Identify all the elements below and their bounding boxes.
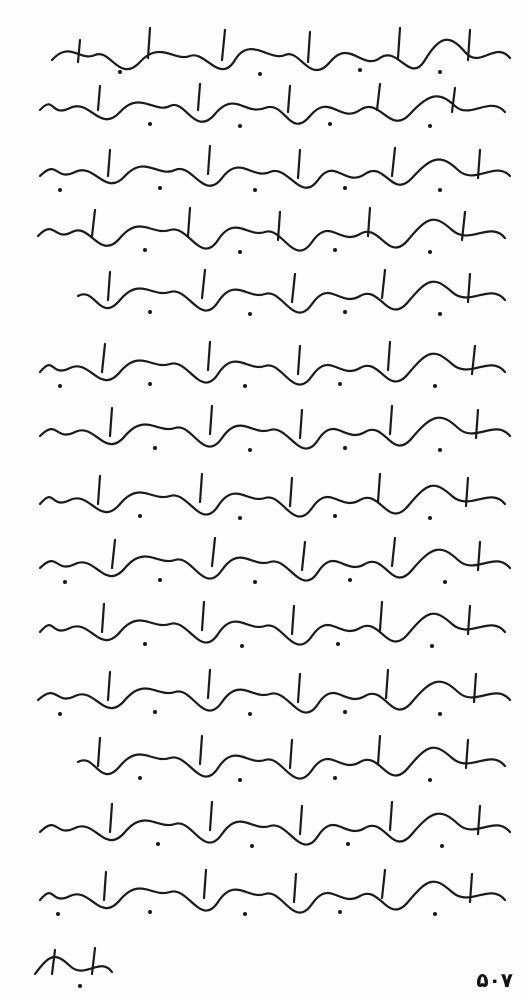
handwriting-line — [78, 736, 505, 782]
handwriting-line — [78, 270, 505, 316]
handwriting-line — [40, 870, 505, 916]
handwriting-line — [40, 802, 510, 848]
handwriting-line — [38, 670, 510, 716]
handwriting-line — [40, 146, 510, 192]
handwriting-line — [40, 602, 505, 648]
handwriting-line — [40, 538, 510, 584]
handwriting-line — [40, 474, 505, 520]
handwriting-line — [40, 84, 505, 128]
handwriting-line — [40, 342, 505, 388]
handwriting-line — [35, 948, 112, 988]
page-number: ۵۰۷ — [476, 968, 513, 992]
handwriting-line — [38, 208, 505, 254]
handwriting-line — [40, 406, 510, 452]
handwriting-line — [52, 28, 510, 76]
